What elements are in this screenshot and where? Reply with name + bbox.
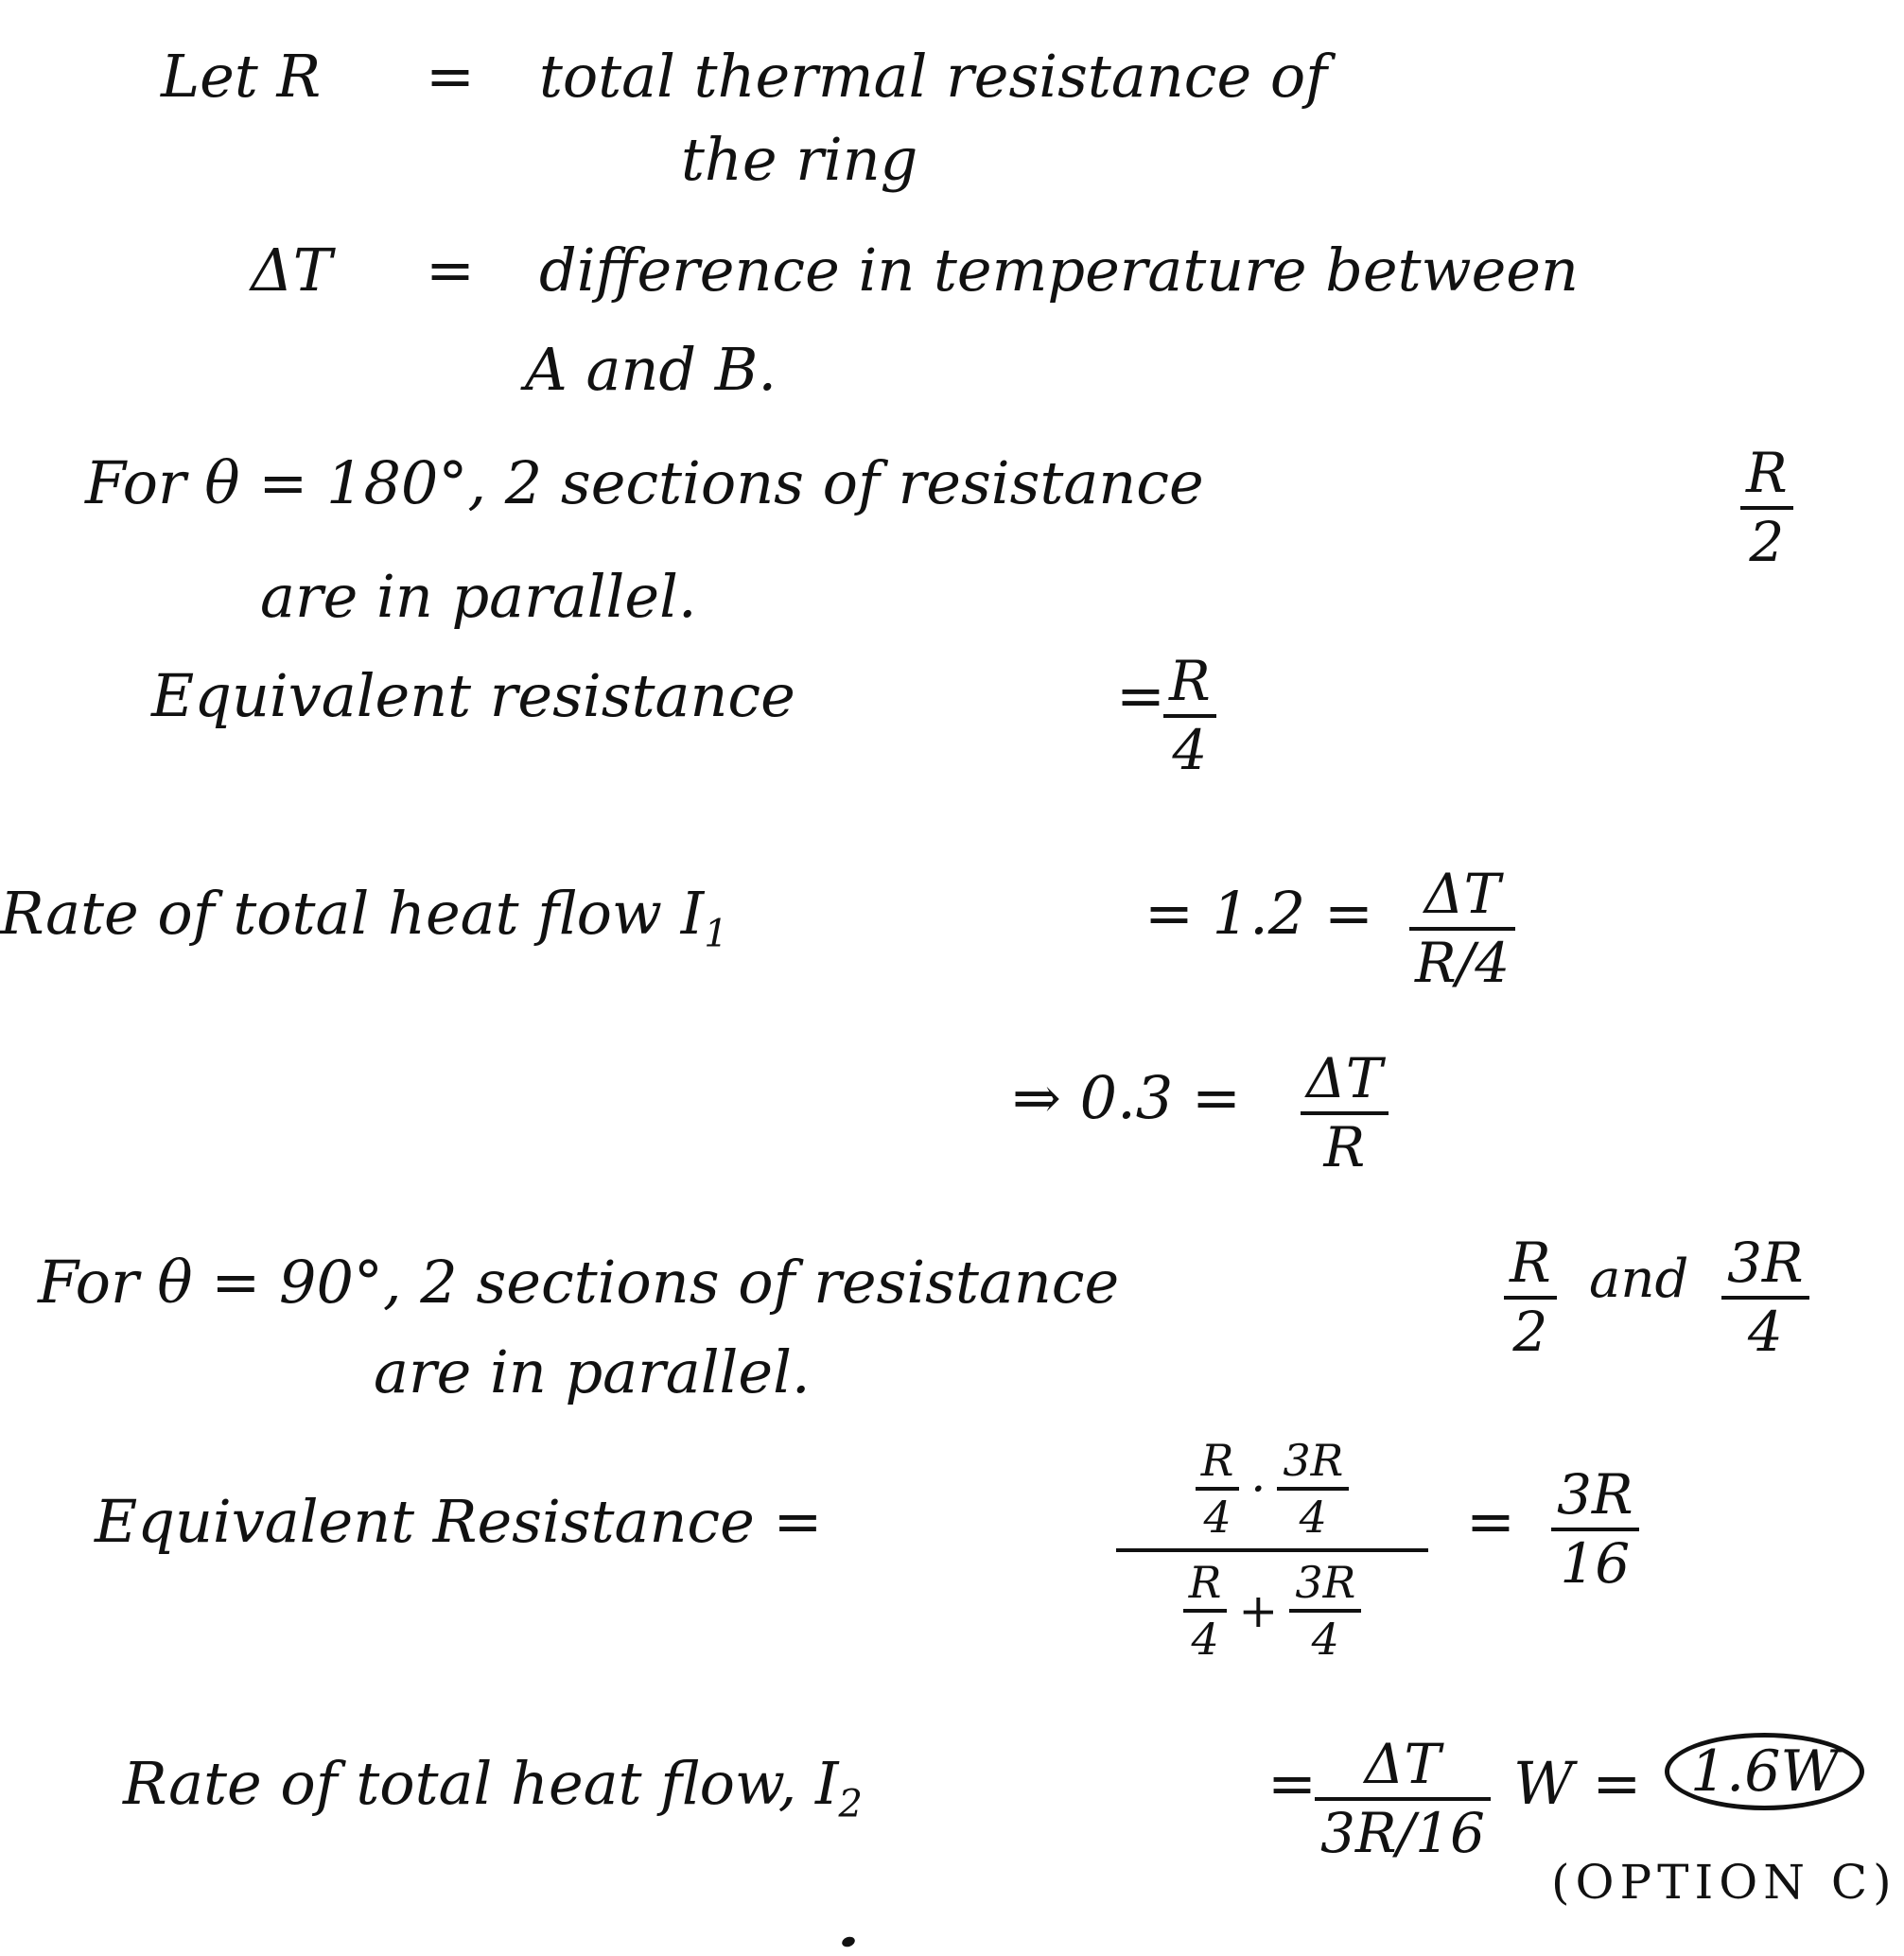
case1-line2: are in parallel. (260, 562, 697, 631)
case1-equiv-fraction (1163, 649, 1216, 782)
fraction-denominator: 3R/16 (1320, 1800, 1485, 1865)
fraction-numerator: ΔT (1364, 1732, 1441, 1796)
fraction-denominator: R/4 (1415, 930, 1511, 995)
def-dt-text-1: difference in temperature between (539, 236, 1579, 305)
bottom-fraction-a (1183, 1556, 1228, 1665)
fraction-denominator: 16 (1560, 1530, 1631, 1596)
def-dt-text-2: A and B. (525, 335, 777, 404)
fraction-numerator: R (1188, 1556, 1222, 1608)
fraction-denominator: R (1323, 1114, 1366, 1179)
fraction-bar (1196, 1487, 1240, 1491)
equals-sign: = (1466, 1487, 1515, 1556)
delta-t: ΔT (251, 236, 333, 305)
fraction-numerator: ΔT (1424, 862, 1501, 926)
ink-mark (841, 1935, 857, 1948)
result-fraction (1551, 1462, 1639, 1596)
step-fraction (1301, 1046, 1389, 1179)
def-r-text-1: total thermal resistance of (539, 42, 1328, 111)
let-r: Let R (161, 42, 322, 111)
rate1-label (0, 879, 728, 956)
top-fraction-b (1277, 1435, 1349, 1544)
top-fraction-a (1196, 1435, 1240, 1544)
fraction-numerator: R (1200, 1435, 1234, 1486)
rate2-label (123, 1749, 863, 1826)
fraction-numerator: 3R (1557, 1462, 1633, 1527)
fraction-denominator: 4 (1747, 1299, 1783, 1364)
rate2-subscript: 2 (838, 1782, 863, 1826)
rate2-fraction (1315, 1732, 1491, 1865)
fraction-denominator: 4 (1191, 1613, 1219, 1665)
answer-circle: 1.6W (1665, 1733, 1864, 1810)
case2-fraction-1 (1504, 1231, 1557, 1364)
equals-sign: = (1267, 1749, 1317, 1818)
fraction-numerator: ΔT (1306, 1046, 1383, 1110)
case2-line2: are in parallel. (374, 1337, 811, 1406)
equals-sign: = (1116, 661, 1165, 730)
compound-fraction (1116, 1435, 1428, 1665)
fraction-denominator: 4 (1203, 1492, 1231, 1544)
equals-sign: = (426, 236, 475, 305)
rate2-unit: W = (1513, 1749, 1642, 1818)
case2-fraction-2 (1721, 1231, 1809, 1364)
fraction-bar (1277, 1487, 1349, 1491)
step-prefix: ⇒ 0.3 = (1012, 1063, 1241, 1132)
fraction-denominator: 4 (1299, 1492, 1327, 1544)
compound-numerator (1116, 1435, 1428, 1544)
bottom-fraction-b (1289, 1556, 1361, 1665)
case2-and: and (1589, 1249, 1689, 1310)
multiply-dot: · (1250, 1461, 1266, 1517)
compound-fraction-bar (1116, 1548, 1428, 1552)
plus-sign: + (1238, 1582, 1279, 1638)
fraction-denominator: 4 (1311, 1613, 1339, 1665)
fraction-numerator: R (1746, 441, 1788, 505)
fraction-numerator: R (1510, 1231, 1551, 1295)
fraction-numerator: 3R (1727, 1231, 1804, 1295)
case2-line1: For θ = 90°, 2 sections of resistance (38, 1248, 1120, 1317)
fraction-numerator: 3R (1283, 1435, 1344, 1486)
fraction-numerator: 3R (1295, 1556, 1356, 1608)
rate1-fraction (1409, 862, 1515, 995)
case1-line1: For θ = 180°, 2 sections of resistance (85, 448, 1204, 517)
fraction-denominator: 4 (1172, 717, 1208, 782)
case2-equiv-label: Equivalent Resistance = (95, 1487, 823, 1556)
equals-sign: = (426, 42, 475, 111)
fraction-bar (1289, 1609, 1361, 1613)
compound-denominator (1116, 1556, 1428, 1665)
rate1-subscript: 1 (704, 912, 728, 956)
fraction-numerator: R (1169, 649, 1211, 713)
case1-fraction (1740, 441, 1793, 574)
fraction-denominator: 2 (1512, 1299, 1548, 1364)
def-r-text-2: the ring (681, 125, 918, 194)
fraction-bar (1183, 1609, 1228, 1613)
option-note: (OPTION C) (1551, 1855, 1897, 1910)
rate1-label-text: Rate of total heat flow I (0, 879, 705, 948)
rate1-value: = 1.2 = (1144, 879, 1373, 948)
case1-equiv-label: Equivalent resistance (151, 661, 795, 730)
rate2-label-text: Rate of total heat flow, I (123, 1749, 839, 1818)
fraction-denominator: 2 (1749, 509, 1785, 574)
